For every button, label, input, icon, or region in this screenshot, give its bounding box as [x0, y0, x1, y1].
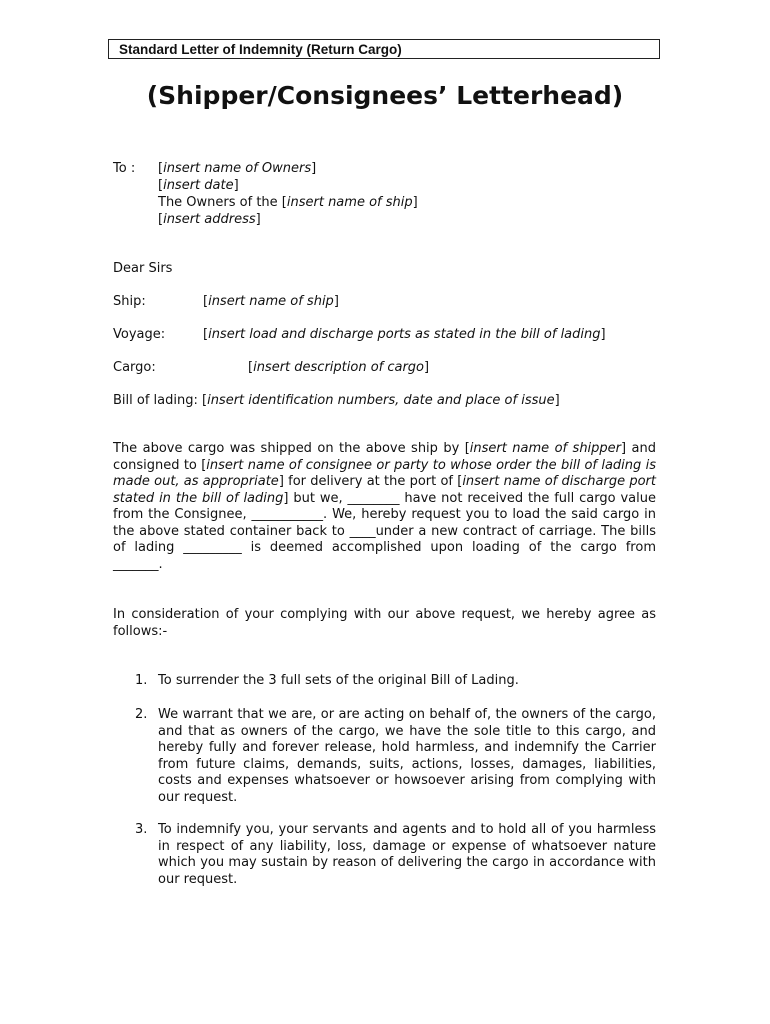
- cargo-value: [insert description of cargo]: [248, 360, 430, 375]
- recipient-owners-line: [insert name of Owners]: [158, 161, 317, 176]
- document-type-box: [108, 39, 660, 59]
- recipient-ship-line: The Owners of the [insert name of ship]: [158, 195, 418, 210]
- salutation: Dear Sirs: [113, 261, 173, 276]
- voyage-value: [insert load and discharge ports as stated in the bill of lading]: [203, 327, 606, 342]
- request-paragraph: The above cargo was shipped on the above ship by [insert name of shipper] and consigned to [insert name of consignee or party to whose order the bill of lading is made out, as appropriate] for delivery at the port of [insert name of discharge port stated in the bill of lading] but we, ________ have not received the full cargo value from the Consignee, ___________. We, hereby request you to load the said cargo in the above stated container back to ____under a new contract of carriage. The bills of lading _________ is deemed accomplished upon loading of the cargo from _______.: [113, 441, 656, 572]
- bill-of-lading-line: Bill of lading: [insert identification numbers, date and place of issue]: [113, 393, 560, 408]
- consideration-paragraph: In consideration of your complying with our above request, we hereby agree as follows:-: [113, 607, 656, 639]
- list-item-text: To surrender the 3 full sets of the original Bill of Lading.: [158, 673, 519, 688]
- recipient-date-line: [insert date]: [158, 178, 239, 193]
- list-item-number: 3.: [135, 822, 148, 837]
- letterhead-placeholder: (Shipper/Consignees’ Letterhead): [146, 81, 624, 110]
- recipient-block: [158, 160, 418, 228]
- to-label: To :: [113, 161, 136, 176]
- list-item-text: To indemnify you, your servants and agents and to hold all of you harmless in respect of any liability, loss, damage or expense of whatsoever nature which you may sustain by reason of delivering the cargo in accordance with our request.: [158, 822, 656, 887]
- list-item-number: 1.: [135, 673, 148, 688]
- ship-value: [insert name of ship]: [203, 294, 339, 309]
- ship-label: Ship:: [113, 294, 146, 309]
- cargo-label: Cargo:: [113, 360, 156, 375]
- document-type-title: Standard Letter of Indemnity (Return Cargo): [119, 42, 402, 57]
- recipient-address-line: [insert address]: [158, 212, 261, 227]
- list-item-text: We warrant that we are, or are acting on behalf of, the owners of the cargo, and that as owners of the cargo, we have the sole title to this cargo, and hereby fully and forever release, hold harmless, and indemnify the Carrier from future claims, demands, suits, actions, losses, damages, liabilities, costs and expenses whatsoever or howsoever arising from complying with our request.: [158, 707, 656, 805]
- voyage-label: Voyage:: [113, 327, 166, 342]
- list-item-number: 2.: [135, 707, 148, 722]
